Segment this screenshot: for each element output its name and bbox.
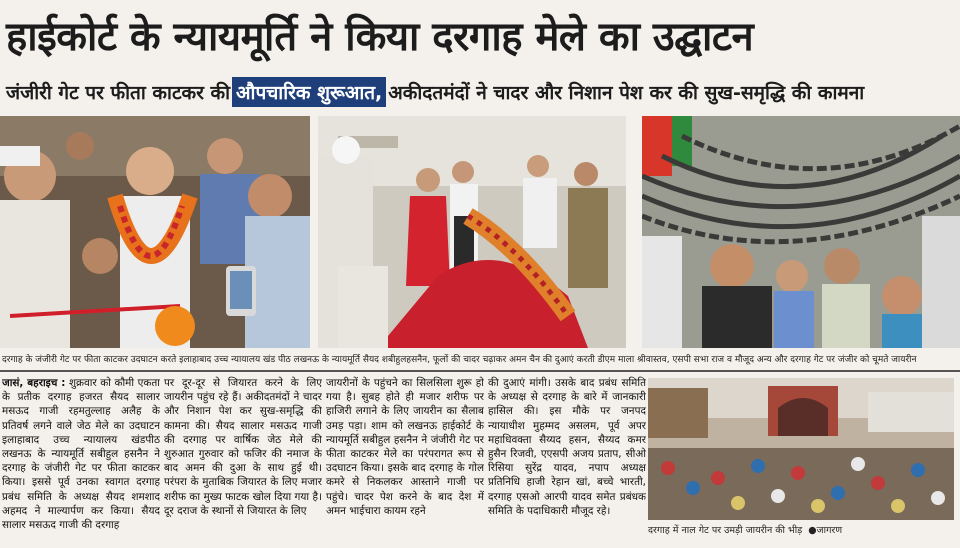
dateline: जासं, बहराइच : [2,377,66,389]
article-column-1 [2,376,160,548]
subheadline-text: जंजीरी गेट पर फीता काटकर की [6,82,231,104]
photo2-caption [648,522,958,540]
photo2-caption-text: दरगाह में नाल गेट पर उमड़ी जायरीन की भीड़ [648,525,803,536]
subheadline-text-rest: अकीदतमंदों ने चादर और निशान पेश कर की सुख-समृद्धि की कामना [388,82,865,104]
article-text-3: जायरीनों के पहुंचने का सिलसिला शुरू हो गया है। सुबह होते ही मजार शरीफ पर हाजिरी लगाने के लिए जायरीन का सैलाब उमड़ पड़ा। शाम को लखनऊ हाईकोर्ट के न्यायमूर्ति सबीहुल हसनैन ने जंजीरी गेट पर फीता काटकर मेले का परंपरागत रूप से उदघाटन किया। इसके बाद दरगाह के गोल कमरे से निकलकर आस्ताने गाजी पर पहुंचे। चादर पेश करने के बाद देश में अमन भाईचारा कायम रहने [326,377,484,517]
photo-chain-gate [642,116,960,348]
article-column-2 [164,376,322,548]
photo-chadar-offering [318,116,626,348]
divider [0,370,960,372]
photo-credit: ●जागरण [808,525,843,536]
headline: हाईकोर्ट के न्यायमूर्ति ने किया दरगाह मेले का उद्घाटन [6,13,754,60]
article-text-1: शुक्रवार को कौमी एकता के प्रतीक दरगाह हजरत सैयद सालार मसऊद गाजी रहमतुल्लाह अलैह के प्रतिवर्ष लगने वाले जेठ मेले का उदघाटन इलाहाबाद उच्च न्यायालय खंडपीठ लखनऊ के न्यायमूर्ति सबीहुल हसनैन ने दरगाह के जंजीरी गेट पर फीता काटकर किया। इससे पूर्व उनका स्वागत दरगाह प्रबंध समिति के अध्यक्ष सैयद शमशाद अहमद ने माल्यार्पण कर किया। सैयद सालार मसऊद गाजी की दरगाह [2,377,160,532]
subheadline-highlight: औपचारिक शुरूआत, [232,77,386,107]
photo-caption: दरगाह के जंजीरी गेट पर फीता काटकर उदघाटन करते इलाहाबाद उच्च न्यायालय खंड पीठ लखनऊ के न्यायमूर्ति सैयद शबीहुलहसनैन, फूलों की चादर चढ़ाकर अमन चैन की दुआएं करती डीएम माला श्रीवास्तव, एसपी सभा राज व मौजूद अन्य और दरगाह गेट पर जंजीर को चूमते जायरीन [2,355,917,365]
article-column-3 [326,376,484,548]
article-text-2: पर दूर-दूर से जियारत करने के लिए जायरीन पहुंच रहे हैं। अकीदतमंदों ने चादर और निशान पेश कर सुख-समृद्धि की कामना की। सैयद सालार मसऊद गाजी की दरगाह पर वार्षिक जेठ मेले की शुरुआत गुरुवार को फजिर की नमाज के बाद अमन की दुआ के साथ हुई थी। परंपरा के मुताबिक जियारत के लिए मजार शरीफ का मुख्य फाटक खोल दिया गया है। दूर दराज के स्थानों से जियारत के लिए [164,377,322,517]
subheadline [0,74,960,110]
photo-crowd [648,378,954,520]
article-text-4: की दुआएं मांगी। उसके बाद प्रबंध समिति के अध्यक्ष से दरगाह के बारे में जानकारी हासिल की। इस मौके पर जनपद न्यायाधीश मुहम्मद असलम, पूर्व अपर महाधिवक्ता सैय्यद हसन, सैय्यद कमर हुसैन रिजवी, एएसपी अजय प्रताप, सीओ रिसिया सुरेंद्र यादव, नपाप अध्यक्ष प्रतिनिधि हाजी रेहान खां, बच्चे भारती, दरगाह एसओ आरपी यादव समेत प्रबंधक समिति के पदाधिकारी मौजूद रहे। [488,377,646,517]
article-column-4 [488,376,646,548]
photo-inauguration [0,116,310,348]
